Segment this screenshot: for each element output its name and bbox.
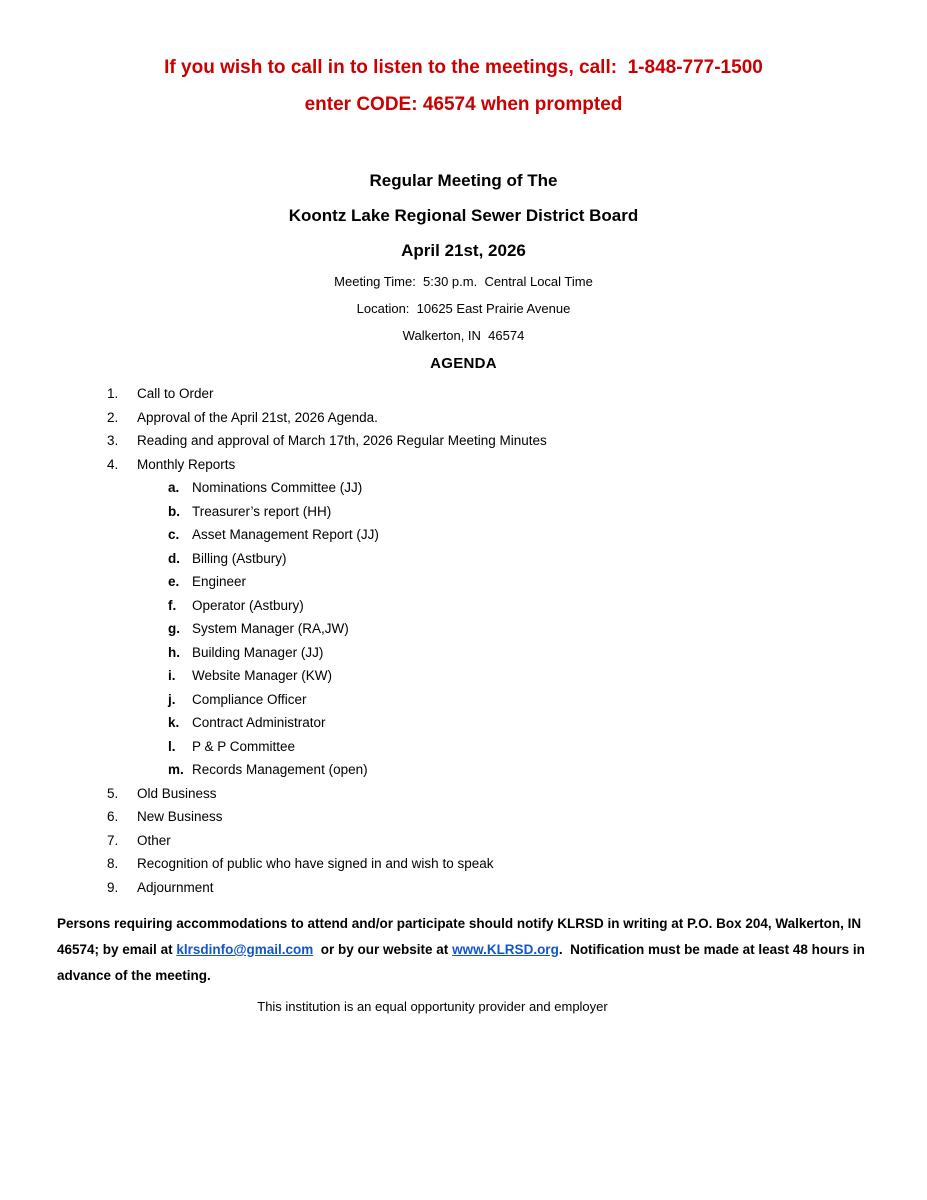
agenda-subitem-text: P & P Committee	[192, 738, 296, 754]
agenda-item-group	[107, 829, 827, 853]
agenda-subitem-marker: e.	[168, 574, 180, 589]
email-link[interactable]: klrsdinfo@gmail.com	[176, 942, 314, 957]
agenda-item-text: Recognition of public who have signed in and wish to speak	[137, 856, 494, 871]
agenda-subitem-text: Billing (Astbury)	[192, 550, 287, 566]
call-in-notice	[0, 49, 927, 123]
agenda-subitem	[168, 758, 827, 782]
call-in-line1: If you wish to call in to listen to the meetings, call: 1-848-777-1500	[164, 57, 763, 78]
agenda-item-text: Reading and approval of March 17th, 2026 Regular Meeting Minutes	[137, 433, 547, 448]
agenda-subitem-list	[107, 476, 827, 782]
agenda-subitem-marker: g.	[168, 621, 180, 636]
meeting-location: Location: 10625 East Prairie Avenue	[356, 301, 571, 316]
agenda-subitem-text: Compliance Officer	[192, 691, 307, 707]
agenda-item-marker: 3.	[107, 433, 119, 448]
agenda-subitem	[168, 570, 827, 594]
agenda-subitem	[168, 547, 827, 571]
agenda-subitem	[168, 500, 827, 524]
call-in-line2: enter CODE: 46574 when prompted	[304, 94, 623, 115]
agenda-item	[107, 805, 827, 829]
meeting-city: Walkerton, IN 46574	[402, 328, 525, 343]
agenda-subitem-text: Nominations Committee (JJ)	[192, 480, 363, 495]
agenda-item	[107, 782, 827, 806]
agenda-subitem	[168, 476, 827, 500]
agenda-subitem	[168, 688, 827, 712]
agenda-subitem	[168, 711, 827, 735]
agenda-subitem-marker: k.	[168, 715, 180, 730]
agenda-item	[107, 829, 827, 853]
accessibility-notice-part1: Persons requiring accommodations to attend and/or participate should notify KLRSD in writing at P.O. Box 204, Walkerton, IN 46574; by email at	[57, 916, 865, 957]
agenda-item-marker: 1.	[107, 386, 119, 401]
agenda-subitem-marker: h.	[168, 644, 180, 660]
agenda-item-text: Monthly Reports	[137, 456, 236, 472]
meeting-date: April 21st, 2026	[401, 241, 526, 260]
agenda-subitem-marker: m.	[168, 762, 184, 777]
agenda-item	[107, 406, 827, 430]
agenda-item-text: Approval of the April 21st, 2026 Agenda.	[137, 409, 378, 425]
agenda-item-text: Call to Order	[137, 386, 214, 401]
agenda-subitem-marker: j.	[168, 691, 176, 707]
agenda-subitem	[168, 594, 827, 618]
agenda-item-text: Other	[137, 832, 171, 848]
agenda-subitem-marker: d.	[168, 550, 180, 566]
agenda-item-marker: 4.	[107, 456, 119, 472]
agenda-subitem-text: Operator (Astbury)	[192, 597, 304, 613]
agenda-item-group	[107, 852, 827, 876]
accessibility-notice-part2: or by our website at	[313, 942, 453, 957]
meeting-time: Meeting Time: 5:30 p.m. Central Local Time	[334, 274, 593, 289]
agenda-heading: AGENDA	[430, 355, 497, 372]
agenda-subitem	[168, 641, 827, 665]
agenda-item-marker: 9.	[107, 879, 119, 895]
agenda-subitem	[168, 617, 827, 641]
accessibility-notice	[57, 911, 872, 989]
agenda-item-group	[107, 876, 827, 900]
agenda-item	[107, 453, 827, 477]
agenda-subitem-text: Asset Management Report (JJ)	[192, 527, 379, 542]
meeting-title-line1: Regular Meeting of The	[369, 171, 558, 190]
meeting-details	[0, 268, 927, 349]
agenda-item-marker: 6.	[107, 809, 119, 824]
agenda-subitem-marker: c.	[168, 527, 180, 542]
agenda-subitem-text: Contract Administrator	[192, 715, 326, 730]
agenda-item-marker: 8.	[107, 856, 119, 871]
accessibility-notice-part3: . Notification must be made at least 48 hours in advance of the meeting.	[57, 942, 869, 983]
agenda-subitem	[168, 664, 827, 688]
agenda-item	[107, 382, 827, 406]
meeting-title-line2: Koontz Lake Regional Sewer District Board	[288, 206, 639, 225]
agenda-item-group	[107, 805, 827, 829]
agenda-item-text: New Business	[137, 809, 223, 824]
agenda-item-text: Old Business	[137, 785, 217, 801]
agenda-subitem-text: Building Manager (JJ)	[192, 644, 324, 660]
agenda-item	[107, 876, 827, 900]
agenda-subitem-text: Website Manager (KW)	[192, 668, 333, 683]
agenda-item-marker: 2.	[107, 409, 119, 425]
agenda-item-group	[107, 406, 827, 430]
agenda-list	[107, 382, 827, 899]
agenda-subitem-marker: l.	[168, 738, 176, 754]
meeting-title	[0, 163, 927, 268]
agenda-subitem-text: Treasurer’s report (HH)	[192, 503, 332, 519]
agenda-item-group	[107, 453, 827, 782]
agenda-subitem	[168, 735, 827, 759]
agenda-subitem-marker: b.	[168, 503, 180, 519]
agenda-subitem-marker: i.	[168, 668, 176, 683]
agenda-subitem	[168, 523, 827, 547]
agenda-item	[107, 852, 827, 876]
agenda-item-text: Adjournment	[137, 879, 214, 895]
agenda-subitem-text: Records Management (open)	[192, 762, 368, 777]
agenda-item-marker: 5.	[107, 785, 119, 801]
agenda-item-marker: 7.	[107, 832, 119, 848]
agenda-item-group	[107, 429, 827, 453]
agenda-item-group	[107, 382, 827, 406]
agenda-subitem-marker: a.	[168, 480, 180, 495]
website-link[interactable]: www.KLRSD.org	[452, 942, 559, 957]
agenda-item	[107, 429, 827, 453]
agenda-subitem-text: System Manager (RA,JW)	[192, 621, 349, 636]
agenda-item-group	[107, 782, 827, 806]
eeo-statement: This institution is an equal opportunity provider and employer	[257, 999, 608, 1014]
agenda-subitem-marker: f.	[168, 597, 177, 613]
agenda-subitem-text: Engineer	[192, 574, 247, 589]
